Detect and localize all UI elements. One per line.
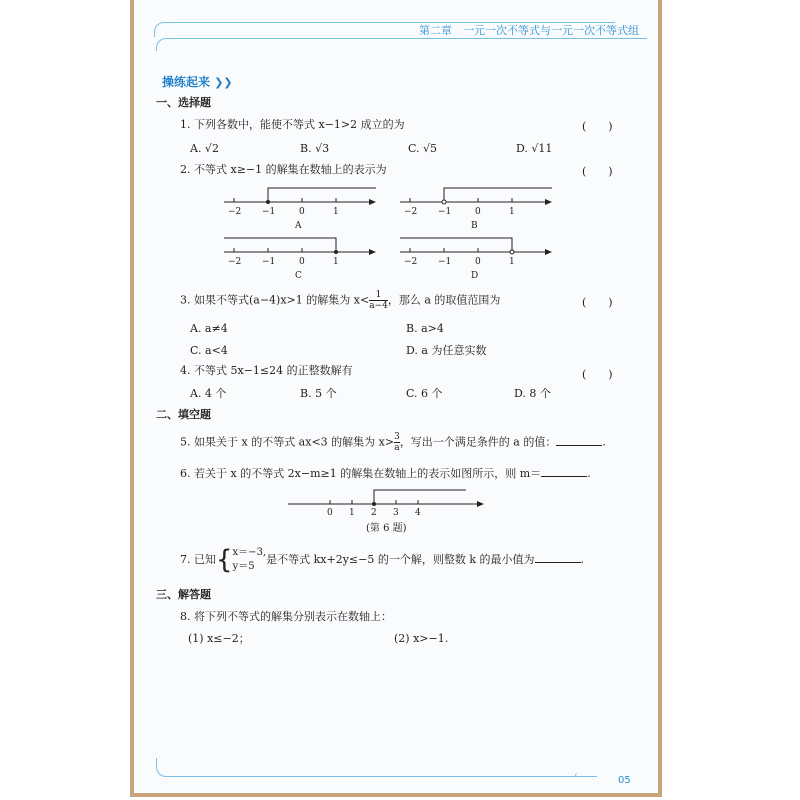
- q7-eq1: x＝−3,: [232, 547, 267, 558]
- q6-stem-text: 6. 若关于 x 的不等式 2x−m≥1 的解集在数轴上的表示如图所示，则 m＝: [180, 467, 542, 480]
- tick-label: 0: [299, 207, 305, 217]
- q4-stem: 4. 不等式 5x−1≤24 的正整数解有: [180, 364, 353, 377]
- tick-label: 1: [333, 207, 339, 217]
- q6-number-line: [284, 486, 484, 518]
- option-label: A: [295, 221, 302, 231]
- q1-option-a: A. √2: [190, 142, 219, 155]
- part-2-heading: 二、填空题: [156, 408, 211, 421]
- tick-label: 3: [393, 508, 399, 518]
- q8-stem: 8. 将下列不等式的解集分别表示在数轴上：: [180, 610, 392, 623]
- number-line-d: [396, 236, 556, 280]
- tick-label: −2: [404, 207, 418, 217]
- chapter-title: 第二章 一元一次不等式与一元一次不等式组: [419, 24, 639, 37]
- q3-option-d: D. a 为任意实数: [406, 344, 487, 357]
- tick-label: 1: [509, 257, 515, 267]
- q4-option-b: B. 5 个: [300, 387, 337, 400]
- tick-label: 4: [415, 508, 421, 518]
- tick-label: 2: [371, 508, 377, 518]
- brace: {: [216, 545, 233, 575]
- q7-answer-blank[interactable]: [535, 552, 581, 563]
- tick-label: −2: [228, 257, 242, 267]
- footer-decoration: [156, 758, 597, 777]
- tick-label: −1: [438, 207, 452, 217]
- tick-label: 0: [475, 257, 481, 267]
- q1-option-c: C. √5: [408, 142, 438, 155]
- q6-caption: (第 6 题): [366, 523, 407, 534]
- tick-label: −1: [262, 257, 276, 267]
- number-line-a: [220, 186, 380, 230]
- section-title-text: 操练起来: [162, 75, 211, 89]
- section-title: [162, 73, 233, 90]
- option-label: C: [295, 271, 302, 281]
- tick-label: 0: [327, 508, 333, 518]
- q3-fraction: [369, 290, 388, 311]
- number-line-b: [396, 186, 556, 230]
- frac-den: a−4: [369, 301, 388, 311]
- number-line-c: [220, 236, 380, 280]
- page: [134, 0, 658, 793]
- part-1-heading: 一、选择题: [156, 96, 211, 109]
- option-label: B: [471, 221, 478, 231]
- tick-label: 1: [349, 508, 355, 518]
- q1-option-d: D. √11: [516, 142, 553, 155]
- q7-stem: [180, 546, 584, 574]
- q8-sub-1: (1) x≤−2；: [188, 632, 250, 645]
- tick-label: 0: [475, 207, 481, 217]
- q5-answer-blank[interactable]: [556, 435, 602, 446]
- q7-system: [233, 546, 267, 574]
- q3-stem-pre: 3. 如果不等式(a−4)x>1 的解集为 x<: [180, 293, 370, 307]
- frac-num: 3: [394, 432, 400, 442]
- q5-stem: [180, 432, 606, 453]
- q3-answer-paren: ( ): [582, 296, 613, 309]
- page-number: 05: [618, 775, 631, 786]
- chevron-left-icon: ‹: [574, 770, 578, 781]
- q1-answer-paren: ( ): [582, 120, 613, 133]
- q7-post: 是不等式 kx+2y≤−5 的一个解，则整数 k 的最小值为: [266, 553, 535, 566]
- option-label: D: [471, 271, 479, 281]
- tick-label: −2: [228, 207, 242, 217]
- q5-stem-pre: 5. 如果关于 x 的不等式 ax<3 的解集为 x>: [180, 435, 395, 449]
- q4-option-d: D. 8 个: [514, 387, 551, 400]
- q4-option-a: A. 4 个: [190, 387, 227, 400]
- q7-eq2: y＝5: [232, 561, 255, 572]
- q6-end: .: [587, 467, 591, 480]
- frac-den: a: [394, 443, 400, 453]
- q7-pre: 7. 已知: [180, 553, 216, 566]
- q5-stem-post: ，写出一个满足条件的 a 的值：: [399, 435, 557, 449]
- part-3-heading: 三、解答题: [156, 588, 211, 601]
- tick-label: −1: [438, 257, 452, 267]
- q3-stem: [180, 290, 500, 311]
- frac-num: 1: [369, 290, 388, 301]
- q5-end: .: [602, 435, 606, 449]
- q6-stem: [180, 466, 591, 481]
- tick-label: 1: [509, 207, 515, 217]
- q6-answer-blank[interactable]: [541, 466, 587, 477]
- q1-option-b: B. √3: [300, 142, 330, 155]
- q3-stem-post: ，那么 a 的取值范围为: [387, 293, 501, 307]
- q3-option-a: A. a≠4: [190, 322, 228, 335]
- q1-stem: 1. 下列各数中，能使不等式 x−1>2 成立的为: [180, 118, 405, 131]
- tick-label: −2: [404, 257, 418, 267]
- ticks: [234, 198, 336, 202]
- header-decoration-2: [156, 38, 647, 51]
- tick-label: 1: [333, 257, 339, 267]
- q3-option-b: B. a>4: [406, 322, 444, 335]
- double-chevron-icon: ❯❯: [214, 76, 233, 89]
- q7-end: .: [580, 553, 584, 566]
- tick-label: 0: [299, 257, 305, 267]
- q8-sub-2: (2) x>−1.: [394, 632, 449, 645]
- q2-answer-paren: ( ): [582, 165, 613, 178]
- q4-answer-paren: ( ): [582, 368, 613, 381]
- q4-option-c: C. 6 个: [406, 387, 443, 400]
- tick-label: −1: [262, 207, 276, 217]
- q2-stem: 2. 不等式 x≥−1 的解集在数轴上的表示为: [180, 163, 387, 176]
- q3-option-c: C. a<4: [190, 344, 228, 357]
